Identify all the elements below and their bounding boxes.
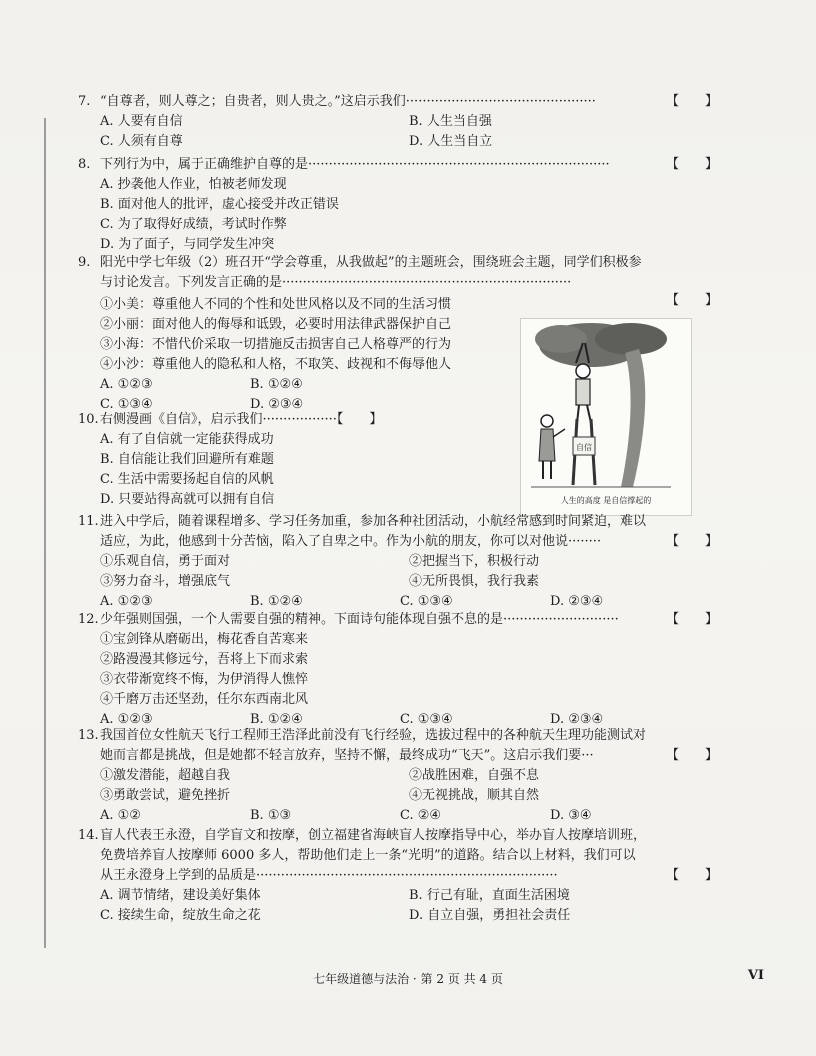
statement-2: ②战胜困难，自强不息 (409, 768, 540, 783)
question-stem-line2: 免费培养盲人按摩师 6000 多人，帮助他们走上一条“光明”的道路。结合以上材料，我们可以 (100, 848, 636, 863)
statement-4: ④无视挑战，顺其自然 (409, 788, 540, 803)
question-7 (78, 92, 718, 152)
leader-dots: ········ (568, 534, 602, 549)
question-number: 10. (78, 412, 99, 427)
question-8 (78, 155, 718, 255)
option-a[interactable]: A. 调节情绪，建设美好集体 (100, 888, 261, 903)
option-a[interactable]: A. ①②③ (100, 712, 153, 727)
question-number: 14. (78, 828, 99, 843)
option-b[interactable]: B. ①②④ (250, 712, 303, 727)
question-number: 9. (78, 255, 91, 270)
option-d[interactable]: D. ②③④ (250, 397, 304, 412)
question-number: 13. (78, 728, 99, 743)
leader-dots: ········································································· (308, 157, 610, 172)
option-d[interactable]: D. 自立自强，勇担社会责任 (409, 908, 571, 923)
question-stem-line2: 适应，为此，他感到十分苦恼，陷入了自卑之中。作为小航的朋友，你可以对他说 (100, 534, 569, 549)
option-d[interactable]: D. ③④ (550, 808, 592, 823)
question-11 (78, 512, 718, 612)
question-stem: 我国首位女性航天飞行工程师王浩泽此前没有飞行经验，选拔过程中的各种航天生理功能测试对 (100, 728, 647, 743)
question-stem: 进入中学后，随着课程增多、学习任务加重，参加各种社团活动，小航经常感到时间紧迫，难以 (100, 514, 647, 529)
option-c[interactable]: C. ②④ (400, 808, 442, 823)
option-b[interactable]: B. ①③ (250, 808, 292, 823)
answer-bracket[interactable]: 【 】 (665, 612, 718, 627)
option-c[interactable]: C. ①③④ (100, 397, 153, 412)
option-d[interactable]: D. 为了面子，与同学发生冲突 (100, 237, 275, 252)
option-a[interactable]: A. ①②③ (100, 594, 153, 609)
statement-3: ③衣带渐宽终不悔，为伊消得人憔悴 (100, 672, 309, 687)
option-a[interactable]: A. 抄袭他人作业，怕被老师发现 (100, 177, 287, 192)
option-a[interactable]: A. 有了自信就一定能获得成功 (100, 432, 274, 447)
binding-margin-line (44, 118, 46, 948)
option-b[interactable]: B. 人生当自强 (409, 114, 492, 129)
option-d[interactable]: D. 只要站得高就可以拥有自信 (100, 492, 275, 507)
question-number: 8. (78, 157, 91, 172)
page-footer: 七年级道德与法治 · 第 2 页 共 4 页 (313, 972, 503, 986)
option-b[interactable]: B. 自信能让我们回避所有难题 (100, 452, 274, 467)
question-stem: 盲人代表王永澄，自学盲文和按摩，创立福建省海峡盲人按摩指导中心，举办盲人按摩培训班， (100, 828, 647, 843)
leader-dots: ·················· (262, 412, 337, 427)
statement-1: ①激发潜能，超越自我 (100, 768, 231, 783)
option-c[interactable]: C. 生活中需要扬起自信的风帆 (100, 472, 274, 487)
confidence-cartoon (520, 318, 692, 516)
statement-4: ④无所畏惧，我行我素 (409, 574, 540, 589)
option-d[interactable]: D. ②③④ (550, 712, 604, 727)
statement-1: ①小美：尊重他人不同的个性和处世风格以及不同的生活习惯 (100, 297, 452, 312)
question-14 (78, 826, 718, 926)
statement-3: ③努力奋斗，增强底气 (100, 574, 231, 589)
cartoon-illustration (521, 319, 691, 495)
statement-2: ②小丽：面对他人的侮辱和诋毁，必要时用法律武器保护自己 (100, 317, 452, 332)
option-b[interactable]: B. 面对他人的批评，虚心接受并改正错误 (100, 197, 339, 212)
answer-bracket[interactable]: 【 】 (336, 412, 383, 427)
question-stem: 少年强则国强，一个人需要自强的精神。下面诗句能体现自强不息的是 (100, 612, 504, 627)
option-a[interactable]: A. ①②③ (100, 377, 153, 392)
leader-dots: ·············································· (405, 94, 596, 109)
leader-dots: ······································································ (282, 275, 572, 290)
answer-bracket[interactable]: 【 】 (665, 293, 718, 308)
question-stem: “自尊者，则人尊之；自贵者，则人贵之。”这启示我们 (100, 94, 406, 109)
leader-dots: ···························· (503, 612, 619, 627)
question-number: 7. (78, 94, 91, 109)
option-b[interactable]: B. 行己有耻，直面生活困境 (409, 888, 570, 903)
question-stem: 阳光中学七年级（2）班召开“学会尊重，从我做起”的主题班会，围绕班会主题，同学们积极参 (100, 255, 642, 270)
question-number: 11. (78, 514, 99, 529)
answer-bracket[interactable]: 【 】 (665, 534, 718, 549)
statement-4: ④千磨万击还坚劲，任尔东西南北风 (100, 692, 309, 707)
option-d[interactable]: D. ②③④ (550, 594, 604, 609)
question-stem-line3: 从王永澄身上学到的品质是 (100, 868, 257, 883)
question-stem-line2: 与讨论发言。下列发言正确的是 (100, 275, 283, 290)
option-b[interactable]: B. ①②④ (250, 594, 303, 609)
option-b[interactable]: B. ①②④ (250, 377, 303, 392)
statement-1: ①宝剑锋从磨砺出，梅花香自苦寒来 (100, 632, 309, 647)
option-c[interactable]: C. ①③④ (400, 712, 453, 727)
option-c[interactable]: C. 接续生命，绽放生命之花 (100, 908, 261, 923)
question-10 (78, 410, 498, 510)
statement-2: ②把握当下，积极行动 (409, 554, 540, 569)
option-c[interactable]: C. ①③④ (400, 594, 453, 609)
statement-2: ②路漫漫其修远兮，吾将上下而求索 (100, 652, 309, 667)
option-d[interactable]: D. 人生当自立 (409, 134, 493, 149)
stilt-label: 自信 (576, 443, 592, 452)
option-c[interactable]: C. 人须有自尊 (100, 134, 183, 149)
option-a[interactable]: A. 人要有自信 (100, 114, 183, 129)
question-stem: 右侧漫画《自信》，启示我们 (100, 412, 263, 427)
leader-dots: ··· (581, 748, 594, 763)
question-number: 12. (78, 612, 99, 627)
statement-3: ③小海：不惜代价采取一切措施反击损害自己人格尊严的行为 (100, 337, 452, 352)
answer-bracket[interactable]: 【 】 (665, 94, 718, 109)
option-a[interactable]: A. ①② (100, 808, 141, 823)
leader-dots: ········································································· (256, 868, 558, 883)
answer-bracket[interactable]: 【 】 (665, 748, 718, 763)
statement-1: ①乐观自信，勇于面对 (100, 554, 231, 569)
question-12 (78, 610, 718, 730)
answer-bracket[interactable]: 【 】 (665, 157, 718, 172)
footer-mark: VI (747, 968, 764, 983)
question-13 (78, 726, 718, 826)
answer-bracket[interactable]: 【 】 (665, 868, 718, 883)
option-c[interactable]: C. 为了取得好成绩，考试时作弊 (100, 217, 287, 232)
statement-4: ④小沙：尊重他人的隐私和人格，不取笑、歧视和不侮辱他人 (100, 357, 452, 372)
cartoon-caption: 人生的高度 是自信撑起的 (560, 496, 652, 505)
statement-3: ③勇敢尝试，避免挫折 (100, 788, 231, 803)
question-stem: 下列行为中，属于正确维护自尊的是 (100, 157, 309, 172)
question-stem-line2: 她而言都是挑战，但是她都不轻言放弃，坚持不懈，最终成功“飞天”。这启示我们要 (100, 748, 582, 763)
